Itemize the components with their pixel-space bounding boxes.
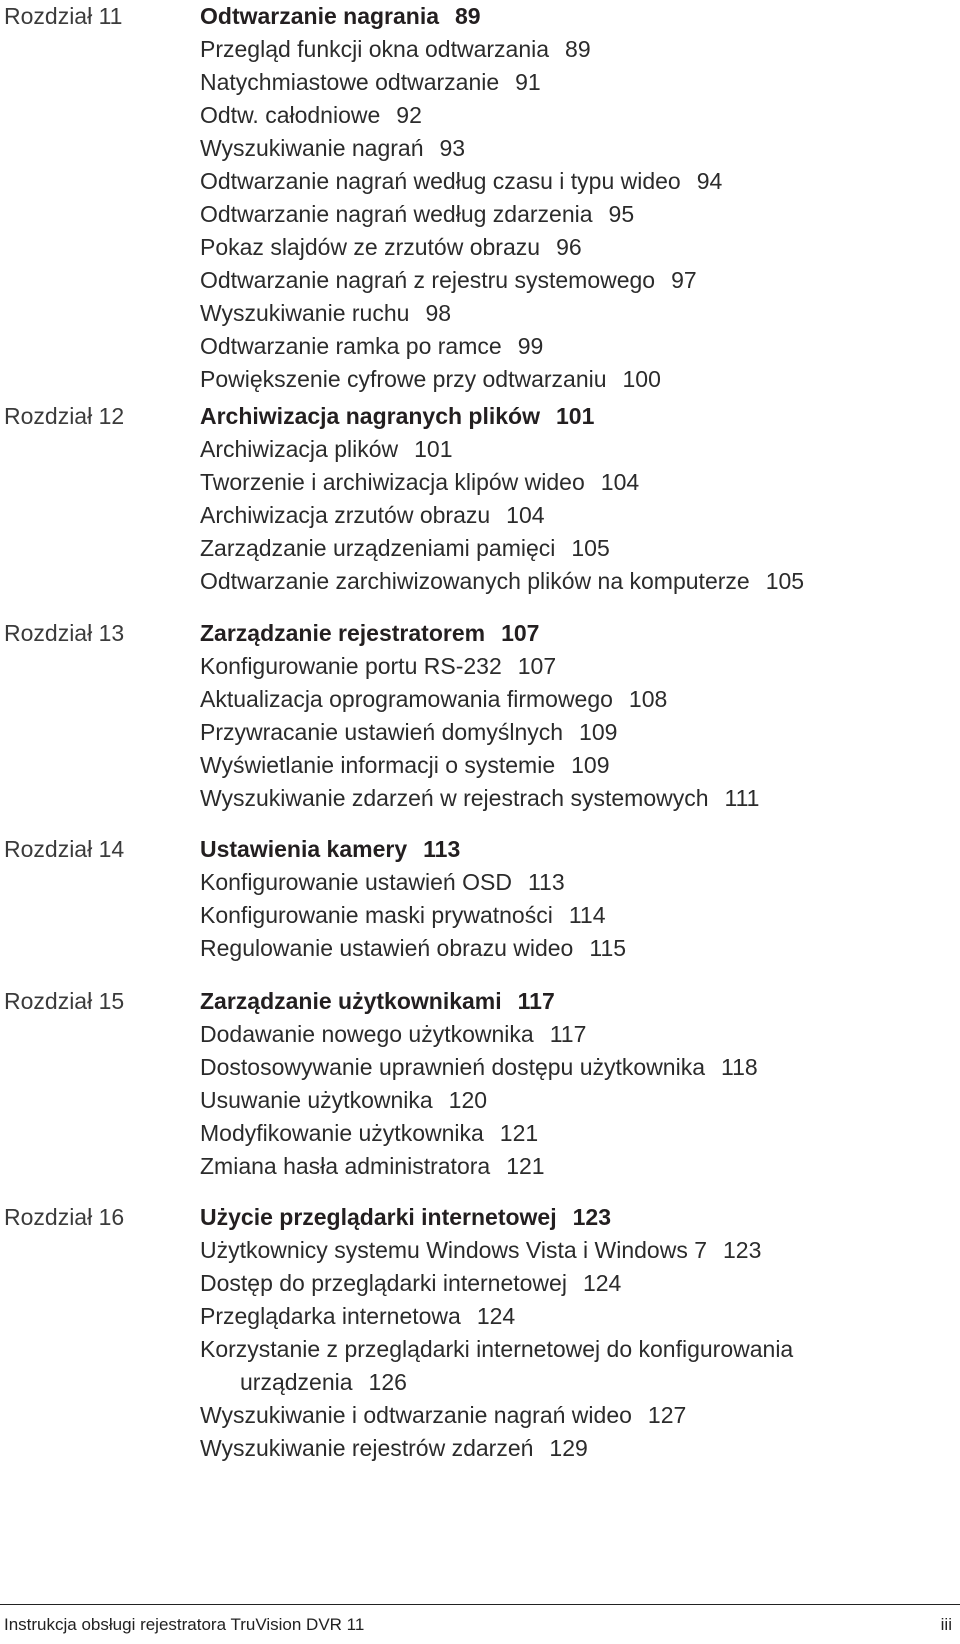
toc-entry-text: Konfigurowanie ustawień OSD (200, 869, 512, 895)
toc-entry-text: Konfigurowanie maski prywatności (200, 902, 553, 928)
toc-entry-text: Archiwizacja zrzutów obrazu (200, 502, 491, 528)
toc-entry-text: Korzystanie z przeglądarki internetowej do konfigurowania (200, 1336, 794, 1362)
toc-entry-page-number: 108 (628, 686, 668, 712)
toc-entry-page-number: 104 (600, 469, 640, 495)
chapter-entries (200, 866, 626, 965)
toc-entry[interactable] (200, 363, 722, 396)
toc-entry-text: Wyszukiwanie zdarzeń w rejestrach systemowych (200, 785, 709, 811)
toc-entry-page-number: 109 (579, 719, 618, 745)
chapter-title[interactable] (200, 617, 539, 650)
toc-entry[interactable] (200, 782, 759, 815)
toc-entry-page-number: 89 (565, 36, 591, 62)
toc-entry-page-number: 127 (647, 1402, 687, 1428)
chapter-title[interactable] (200, 0, 481, 33)
chapter-title[interactable] (200, 833, 460, 866)
toc-entry-page-number: 100 (622, 366, 661, 392)
toc-entry-page-number: 91 (515, 69, 541, 95)
toc-entry-text: Konfigurowanie portu RS-232 (200, 653, 502, 679)
toc-entry-text: Odtwarzanie nagrań według zdarzenia (200, 201, 593, 227)
chapter-entries (200, 33, 722, 396)
toc-entry[interactable] (200, 1267, 793, 1300)
toc-entry[interactable] (200, 683, 759, 716)
toc-entry[interactable] (200, 33, 722, 66)
chapter-entries (200, 1018, 758, 1183)
toc-entry[interactable] (200, 899, 626, 932)
toc-entry-page-number: 96 (556, 234, 582, 260)
toc-entry-page-number: 104 (506, 502, 545, 528)
toc-entry[interactable] (200, 1333, 793, 1366)
chapter-title-text: Użycie przeglądarki internetowej (200, 1204, 557, 1230)
chapter-label: Rozdział 12 (4, 403, 125, 429)
toc-entry-text: Wyszukiwanie rejestrów zdarzeń (200, 1435, 534, 1461)
chapter-title[interactable] (200, 400, 594, 433)
toc-entry[interactable] (200, 532, 804, 565)
toc-entry-text: Zmiana hasła administratora (200, 1153, 491, 1179)
toc-entry[interactable] (200, 716, 759, 749)
toc-entry-text: Przywracanie ustawień domyślnych (200, 719, 564, 745)
toc-entry[interactable] (200, 66, 722, 99)
chapter-title-text: Archiwizacja nagranych plików (200, 403, 540, 429)
toc-entry[interactable] (200, 1234, 793, 1267)
toc-entry[interactable] (200, 1084, 758, 1117)
toc-entry-page-number: 107 (517, 653, 557, 679)
toc-entry[interactable] (200, 650, 759, 683)
chapter-label: Rozdział 16 (4, 1204, 125, 1230)
toc-entry-page-number: 126 (368, 1369, 407, 1395)
toc-entry[interactable] (200, 330, 722, 363)
toc-entry-page-number: 105 (571, 535, 610, 561)
toc-entry-text: Odtwarzanie zarchiwizowanych plików na komputerze (200, 568, 750, 594)
chapter-entries (200, 433, 804, 598)
toc-entry[interactable] (200, 132, 722, 165)
toc-entry-page-number: 121 (499, 1120, 539, 1146)
toc-entry-text: Zarządzanie urządzeniami pamięci (200, 535, 556, 561)
toc-entry-text: Odtw. całodniowe (200, 102, 381, 128)
chapter-label: Rozdział 14 (4, 836, 125, 862)
toc-entry[interactable] (200, 466, 804, 499)
toc-entry[interactable] (200, 198, 722, 231)
toc-entry-page-number: 98 (425, 300, 452, 326)
chapter-title-text: Odtwarzanie nagrania (200, 3, 440, 29)
toc-entry-page-number: 114 (568, 902, 606, 928)
chapter-page-number: 107 (501, 620, 540, 646)
toc-entry-text: Aktualizacja oprogramowania firmowego (200, 686, 613, 712)
toc-entry-page-number: 93 (439, 135, 466, 161)
chapter-page-number: 117 (517, 988, 555, 1014)
toc-entry-page-number: 97 (671, 267, 697, 293)
toc-entry-page-number: 109 (571, 752, 610, 778)
chapter-page-number: 89 (455, 3, 481, 29)
toc-entry[interactable] (200, 1432, 793, 1465)
toc-entry[interactable] (200, 1051, 758, 1084)
toc-entry-text: Dostęp do przeglądarki internetowej (200, 1270, 567, 1296)
toc-entry[interactable] (200, 1117, 758, 1150)
chapter-title[interactable] (200, 1201, 611, 1234)
toc-entry-text: Powiększenie cyfrowe przy odtwarzaniu (200, 366, 607, 392)
toc-entry-page-number: 111 (724, 785, 760, 811)
toc-entry[interactable] (200, 297, 722, 330)
chapter-title-text: Zarządzanie użytkownikami (200, 988, 502, 1014)
toc-entry[interactable] (200, 1366, 793, 1399)
toc-entry-text: Odtwarzanie nagrań według czasu i typu wideo (200, 168, 681, 194)
toc-entry-page-number: 92 (396, 102, 422, 128)
toc-entry-text: Wyszukiwanie nagrań (200, 135, 424, 161)
toc-entry-page-number: 118 (721, 1054, 758, 1080)
toc-entry[interactable] (200, 264, 722, 297)
toc-entry[interactable] (200, 99, 722, 132)
toc-entry-text: Modyfikowanie użytkownika (200, 1120, 484, 1146)
toc-entry-page-number: 94 (696, 168, 723, 194)
toc-entry-page-number: 124 (476, 1303, 516, 1329)
toc-entry-text: Natychmiastowe odtwarzanie (200, 69, 500, 95)
toc-entry[interactable] (200, 1300, 793, 1333)
chapter-title-text: Ustawienia kamery (200, 836, 408, 862)
toc-entry-text: Regulowanie ustawień obrazu wideo (200, 935, 574, 961)
toc-entry[interactable] (200, 932, 626, 965)
toc-entry[interactable] (200, 165, 722, 198)
toc-entry-page-number: 129 (549, 1435, 588, 1461)
toc-entry-text: urządzenia (240, 1369, 353, 1395)
toc-entry-text: Dodawanie nowego użytkownika (200, 1021, 534, 1047)
toc-entry-text: Przegląd funkcji okna odtwarzania (200, 36, 550, 62)
toc-entry[interactable] (200, 565, 804, 598)
toc-entry-page-number: 117 (549, 1021, 587, 1047)
toc-entry-text: Użytkownicy systemu Windows Vista i Windows 7 (200, 1237, 707, 1263)
toc-entry-text: Przeglądarka internetowa (200, 1303, 461, 1329)
toc-entry-text: Tworzenie i archiwizacja klipów wideo (200, 469, 585, 495)
chapter-label: Rozdział 15 (4, 988, 125, 1014)
chapter-page-number: 123 (572, 1204, 611, 1230)
chapter-label: Rozdział 13 (4, 620, 125, 646)
toc-entry-page-number: 124 (582, 1270, 622, 1296)
toc-entry-page-number: 123 (723, 1237, 762, 1263)
footer-document-title: Instrukcja obsługi rejestratora TruVision DVR 11 (4, 1615, 365, 1634)
toc-entry[interactable] (200, 866, 626, 899)
chapter-entries (200, 650, 759, 815)
toc-entry-text: Pokaz slajdów ze zrzutów obrazu (200, 234, 541, 260)
toc-entry-text: Wyświetlanie informacji o systemie (200, 752, 556, 778)
toc-entry-text: Odtwarzanie nagrań z rejestru systemowego (200, 267, 656, 293)
toc-entry[interactable] (200, 1150, 758, 1183)
toc-entry-text: Usuwanie użytkownika (200, 1087, 433, 1113)
toc-entry-text: Dostosowywanie uprawnień dostępu użytkownika (200, 1054, 706, 1080)
toc-entry[interactable] (200, 231, 722, 264)
toc-entry-page-number: 105 (765, 568, 805, 594)
toc-entry[interactable] (200, 1018, 758, 1051)
toc-entry-text: Odtwarzanie ramka po ramce (200, 333, 502, 359)
chapter-label: Rozdział 11 (4, 3, 123, 29)
toc-entry-page-number: 121 (506, 1153, 545, 1179)
toc-entry-page-number: 120 (448, 1087, 488, 1113)
toc-entry-page-number: 115 (589, 935, 627, 961)
chapter-title[interactable] (200, 985, 555, 1018)
toc-entry[interactable] (200, 433, 804, 466)
toc-entry-text: Wyszukiwanie i odtwarzanie nagrań wideo (200, 1402, 632, 1428)
toc-entry[interactable] (200, 749, 759, 782)
footer-page-number: iii (940, 1615, 952, 1634)
toc-entry-page-number: 101 (414, 436, 453, 462)
chapter-title-text: Zarządzanie rejestratorem (200, 620, 486, 646)
page-footer (0, 1604, 960, 1634)
chapter-page-number: 113 (423, 836, 461, 862)
toc-entry[interactable] (200, 499, 804, 532)
toc-entry[interactable] (200, 1399, 793, 1432)
toc-entry-page-number: 113 (527, 869, 565, 895)
toc-entry-text: Wyszukiwanie ruchu (200, 300, 410, 326)
toc-entry-page-number: 99 (517, 333, 544, 359)
toc-entry-text: Archiwizacja plików (200, 436, 399, 462)
chapter-page-number: 101 (556, 403, 595, 429)
toc-entry-page-number: 95 (608, 201, 635, 227)
chapter-entries (200, 1234, 793, 1465)
